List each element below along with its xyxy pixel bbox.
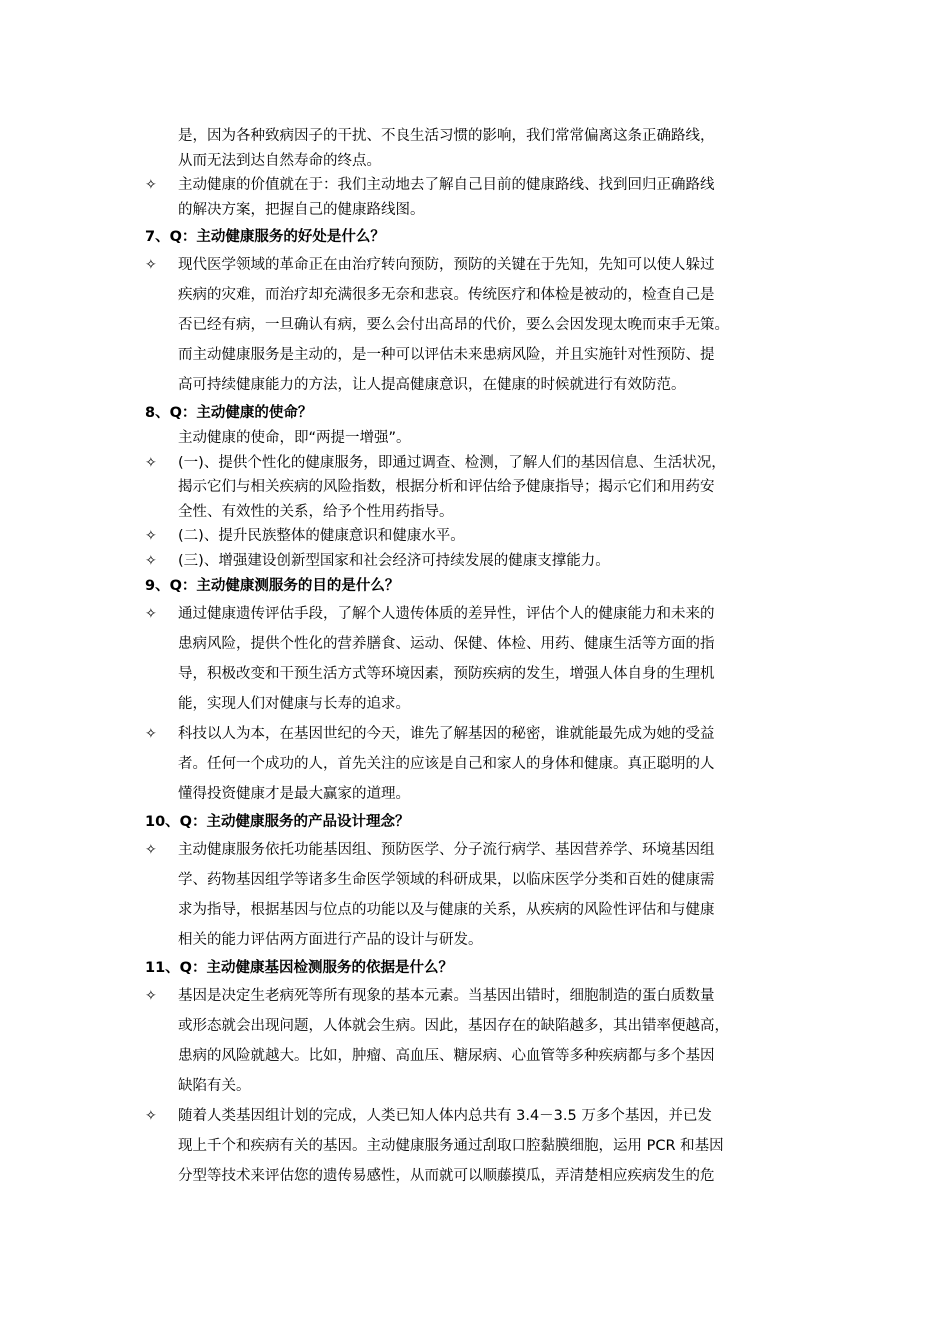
text-line: 基因是决定生老病死等所有现象的基本元素。当基因出错时，细胞制造的蛋白质数量 (178, 988, 715, 1004)
text-line: 从而无法到达自然寿命的终点。 (178, 152, 381, 169)
text-line: 患病风险，提供个性化的营养膳食、运动、保健、体检、用药、健康生活等方面的指 (178, 636, 715, 652)
text-line: 导，积极改变和干预生活方式等环境因素，预防疾病的发生，增强人体自身的生理机 (178, 666, 715, 682)
text-line: 的解决方案，把握自己的健康路线图。 (178, 201, 425, 218)
bullet-item (145, 599, 825, 719)
text-line: 否已经有病，一旦确认有病，要么会付出高昂的代价，要么会因发现太晚而束手无策。 (178, 317, 729, 333)
text-line: 疾病的灾难，而治疗却充满很多无奈和悲哀。传统医疗和体检是被动的，检查自己是 (178, 287, 715, 303)
text-line: 随着人类基因组计划的完成，人类已知人体内总共有 3.4－3.5 万多个基因，并已发 (178, 1108, 712, 1124)
bullet-item (145, 250, 825, 400)
text-line: 科技以人为本，在基因世纪的今天，谁先了解基因的秘密，谁就能最先成为她的受益 (178, 726, 715, 742)
text-line: 能，实现人们对健康与长寿的追求。 (178, 696, 410, 712)
text-line: 者。任何一个成功的人，首先关注的应该是自己和家人的身体和健康。真正聪明的人 (178, 756, 715, 772)
text-line: 全性、有效性的关系，给予个性用药指导。 (178, 503, 454, 520)
text-line: 主动健康的使命，即“两提一增强”。 (178, 430, 411, 446)
text-line: 通过健康遗传评估手段，了解个人遗传体质的差异性，评估个人的健康能力和未来的 (178, 606, 715, 622)
diamond-star-icon: ✧ (145, 454, 157, 471)
diamond-star-icon: ✧ (145, 842, 157, 858)
text-line: 缺陷有关。 (178, 1078, 251, 1094)
bullet-item (145, 719, 825, 809)
text-line: 相关的能力评估两方面进行产品的设计与研发。 (178, 932, 483, 948)
text-line: 而主动健康服务是主动的，是一种可以评估未来患病风险，并且实施针对性预防、提 (178, 347, 715, 363)
text-line: 学、药物基因组学等诸多生命医学领域的科研成果，以临床医学分类和百姓的健康需 (178, 872, 715, 888)
section-heading-q10: 10、Q：主动健康服务的产品设计理念？ (145, 814, 410, 830)
document-body (145, 124, 825, 1191)
section-heading-q11: 11、Q：主动健康基因检测服务的依据是什么？ (145, 960, 454, 976)
text-line: 现代医学领域的革命正在由治疗转向预防，预防的关键在于先知，先知可以使人躲过 (178, 257, 715, 273)
bullet-item (145, 524, 825, 549)
text-line: 或形态就会出现问题，人体就会生病。因此，基因存在的缺陷越多，其出错率便越高， (178, 1018, 729, 1034)
bullet-item (145, 451, 825, 525)
text-line: 高可持续健康能力的方法，让人提高健康意识，在健康的时候就进行有效防范。 (178, 377, 686, 393)
diamond-star-icon: ✧ (145, 528, 157, 544)
text-line: 揭示它们与相关疾病的风险指数，根据分析和评估给予健康指导；揭示它们和用药安 (178, 479, 715, 495)
text-line: 主动健康的价值就在于：我们主动地去了解自己目前的健康路线、找到回归正确路线 (178, 177, 715, 193)
text-line: (三)、增强建设创新型国家和社会经济可持续发展的健康支撑能力。 (178, 552, 610, 569)
text-line: 是，因为各种致病因子的干扰、不良生活习惯的影响，我们常常偏离这条正确路线， (178, 128, 715, 144)
text-line: 分型等技术来评估您的遗传易感性，从而就可以顺藤摸瓜，弄清楚相应疾病发生的危 (178, 1168, 715, 1184)
text-line: 懂得投资健康才是最大赢家的道理。 (178, 786, 410, 802)
bullet-item (145, 981, 825, 1101)
text-line: (一)、提供个性化的健康服务，即通过调查、检测，了解人们的基因信息、生活状况， (178, 454, 726, 471)
diamond-star-icon: ✧ (145, 177, 157, 193)
diamond-star-icon: ✧ (145, 1108, 157, 1124)
text-line: 现上千个和疾病有关的基因。主动健康服务通过刮取口腔黏膜细胞，运用 PCR 和基因 (178, 1138, 724, 1154)
diamond-star-icon: ✧ (145, 552, 157, 569)
section-heading-q8: 8、Q：主动健康的使命？ (145, 405, 313, 421)
text-line: 患病的风险就越大。比如，肿瘤、高血压、糖尿病、心血管等多种疾病都与多个基因 (178, 1048, 715, 1064)
bullet-item (145, 549, 825, 574)
bullet-item (145, 173, 825, 222)
bullet-item (145, 835, 825, 955)
text-line: (二)、提升民族整体的健康意识和健康水平。 (178, 528, 465, 544)
continuation-paragraph (145, 124, 825, 173)
diamond-star-icon: ✧ (145, 726, 157, 742)
text-line: 主动健康服务依托功能基因组、预防医学、分子流行病学、基因营养学、环境基因组 (178, 842, 715, 858)
diamond-star-icon: ✧ (145, 257, 157, 273)
diamond-star-icon: ✧ (145, 988, 157, 1004)
section-heading-q7: 7、Q：主动健康服务的好处是什么？ (145, 229, 385, 245)
section-heading-q9: 9、Q：主动健康测服务的目的是什么？ (145, 578, 400, 594)
text-line: 求为指导，根据基因与位点的功能以及与健康的关系，从疾病的风险性评估和与健康 (178, 902, 715, 918)
diamond-star-icon: ✧ (145, 606, 157, 622)
bullet-item (145, 1101, 825, 1191)
